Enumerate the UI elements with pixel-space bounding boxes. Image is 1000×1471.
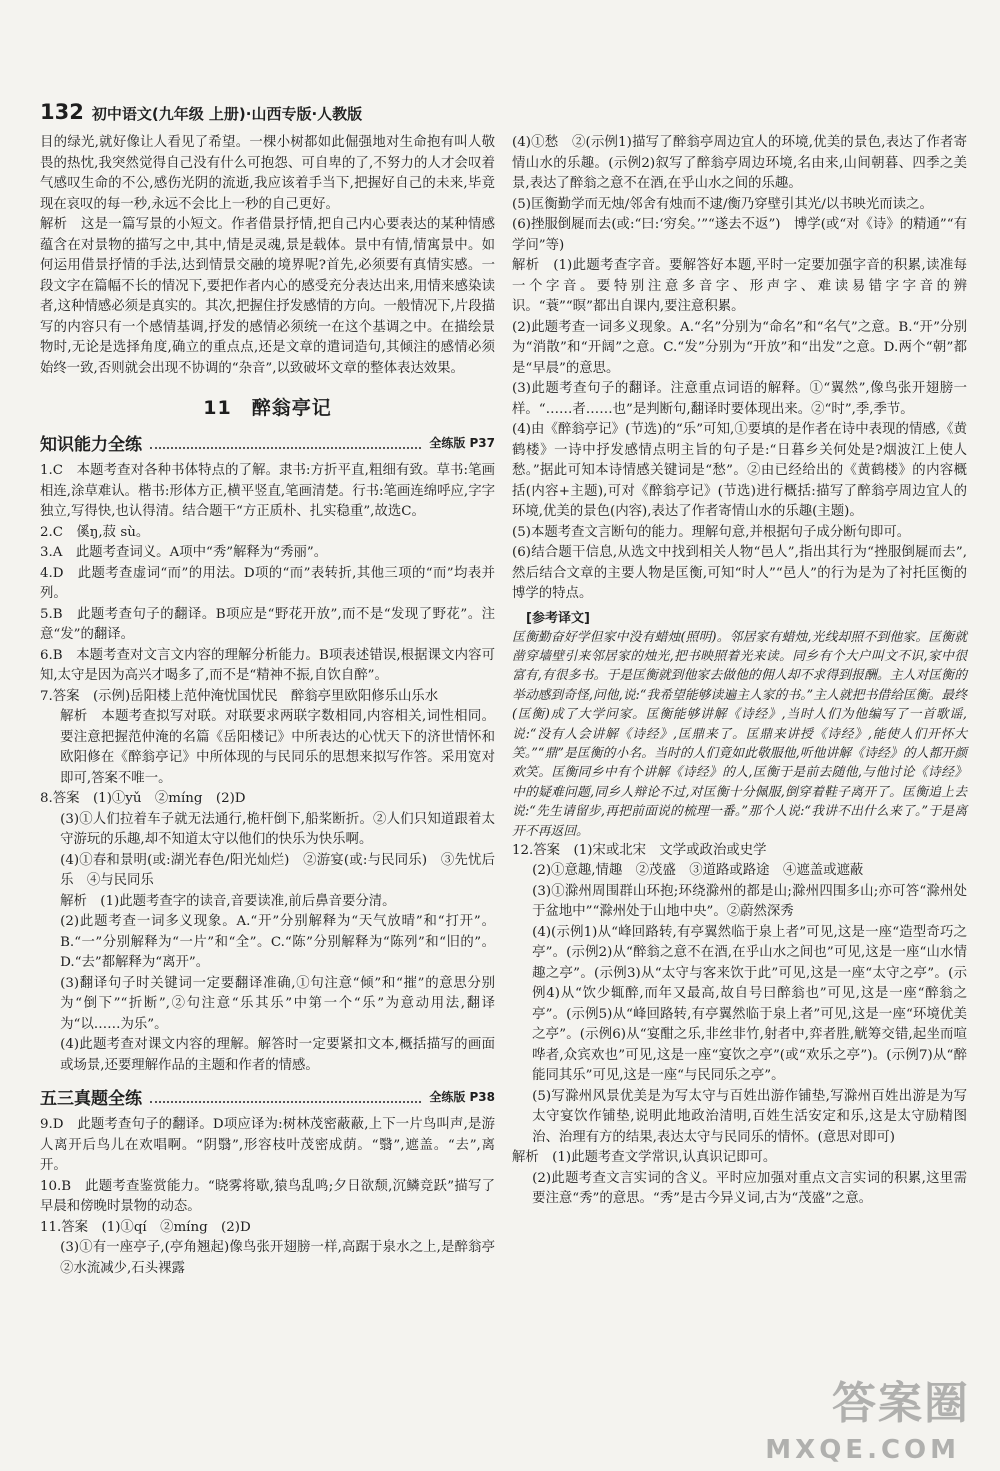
intro-paragraph: 目的绿光,就好像让人看见了希望。一棵小树都如此倔强地对生命抱有叫人敬畏的热忱,我突然觉得自己没有什么可抱怨、可自卑的了,不努力的人才会叹着气感叹生命的不公,感伤光阴的流逝,我应该着手当下,把握好自己的未来,毕竟现在哀叹的每一秒,永远不会比上一秒的自己更好。 xyxy=(40,135,495,212)
answer-item: (2)此题考查一词多义现象。A.“开”分别解释为“天气放晴”和“打开”。B.“一”分别解释为“一片”和“全”。C.“陈”分别解释为“陈列”和“旧的”。D.“去”都解释为“离开”。 xyxy=(60,914,495,970)
section-title: 五三真题全练 xyxy=(40,1089,142,1109)
answer-item: (4)①春和景明(或:湖光春色/阳光灿烂) ②游宴(或:与民同乐) ③先忧后乐 ④与民同乐 xyxy=(60,852,495,888)
answer-item: 8.答案 (1)①yǔ ②míng (2)D xyxy=(40,791,246,806)
section-dots xyxy=(150,437,421,449)
answer-item: (3)翻译句子时关键词一定要翻译准确,①句注意“倾”和“摧”的意思分别为“倒下”“折断”,②句注意“乐其乐”中第一个“乐”为意动用法,翻译为“以……为乐”。 xyxy=(60,975,495,1032)
answer-item: 11.答案 (1)①qí ②míng (2)D xyxy=(40,1219,251,1235)
answer-item: (3)①人们拉着车子就无法通行,桅杆倒下,船桨断折。②人们只知道跟着太守游玩的乐趣,却不知道太守以他们的快乐为快乐啊。 xyxy=(60,811,495,847)
answer-item: 解析 (1)此题考查文学常识,认真识记即可。 xyxy=(512,1150,777,1166)
answer-item: (4)(示例1)从“峰回路转,有亭翼然临于泉上者”可见,这是一座“造型奇巧之亭”。(示例2)从“醉翁之意不在酒,在乎山水之间也”可见,这是一座“山水情趣之亭”。(示例3)从“太守与客来饮于此”可见,这是一座“太守之亭”。(示例4)从“饮少辄醉,而年又最高,故自号曰醉翁也”可见,这是一座“醉翁之亭”。(示例5)从“峰回路转,有亭翼然临于泉上者”可见,这是一座“环境优美之亭”。(示例6)从“宴酣之乐,非丝非竹,射者中,弈者胜,觥筹交错,起坐而喧哗者,众宾欢也”可见,这是一座“宴饮之亭”(或“欢乐之亭”)。(示例7)从“醉能同其乐”可见,这是一座“与民同乐之亭”。 xyxy=(532,924,967,1084)
watermark-site: MXQE.COM xyxy=(765,1435,960,1465)
answer-item: (3)①有一座亭子,(亭角翘起)像鸟张开翅膀一样,高踞于泉水之上,是醉翁亭 ②水流减少,石头裸露 xyxy=(60,1240,509,1276)
answer-item: (5)匡衡勤学而无烛/邻舍有烛而不逮/衡乃穿壁引其光/以书映光而读之。 xyxy=(512,196,933,212)
section-dots xyxy=(150,1091,421,1103)
answer-item: 6.B 本题考查对文言文内容的理解分析能力。B项表述错误,根据课文内容可知,太守是因为高兴才喝多了,而不是“精神不振,自饮自醉”。 xyxy=(40,647,495,683)
answer-item: 解析 本题考查拟写对联。对联要求两联字数相同,内容相关,词性相同。要注意把握范仲淹的名篇《岳阳楼记》中所表达的心忧天下的济世情怀和欧阳修在《醉翁亭记》中所体现的与民同乐的思想来拟写作答。采用宽对即可,答案不唯一。 xyxy=(60,709,495,786)
intro-analysis: 解析 这是一篇写景的小短文。作者借景抒情,把自己内心要表达的某种情感蕴含在对景物的描写之中,其中,情是灵魂,景是载体。景中有情,情寓景中。如何运用借景抒情的手法,达到情景交融的境界呢?首先,必须要有真情实感。一段文字在篇幅不长的情况下,要把作者内心的感受充分表达出来,用情来感染读者,这种情感必须是真实的。其次,把握住抒发感情的方向。一般情况下,片段描写的内容只有一个感情基调,抒发的感情必须统一在这个基调之中。在描绘景物时,无论是选择角度,确立的重点点,还是文章的遣词造句,其倾注的感情必须始终一致,否则就会出现不协调的“杂音”,以致破坏文章的整体表达效果。 xyxy=(40,217,495,376)
answer-item: (2)①意趣,情趣 ②茂盛 ③道路或路途 ④遮盖或遮蔽 xyxy=(532,863,864,879)
answer-item: (6)结合题干信息,从选文中找到相关人物“邑人”,指出其行为“挫服倒屣而去”,然后结合文章的主要人物是匡衡,可知“时人”“邑人”的行为是为了衬托匡衡的博学的特点。 xyxy=(512,545,967,601)
left-column xyxy=(40,133,509,1279)
page-number: 132 xyxy=(40,100,84,124)
section-title: 知识能力全练 xyxy=(40,435,142,455)
answer-item: 解析 (1)此题考查字音。要解答好本题,平时一定要加强字音的积累,读准每一个字音。要特别注意多音字、形声字、难读易错字字音的辨识。“蓑”“暝”都出自课内,要注意积累。 xyxy=(512,258,967,314)
book-title: 初中语文(九年级 上册)·山西专版·人教版 xyxy=(91,105,363,123)
answer-item: 2.C 傒ŋ,菽 sù。 xyxy=(40,524,150,540)
section-header-exam xyxy=(40,1084,495,1109)
answer-item: (6)挫服倒屣而去(或:“曰:‘穷矣。’”“遂去不返”) 博学(或“对《诗》的精通”“有学问”等) xyxy=(512,217,967,253)
section-ref: 全练版 P38 xyxy=(429,1090,495,1104)
answer-item: (4)①愁 ②(示例1)描写了醉翁亭周边宜人的环境,优美的景色,表达了作者寄情山水的乐趣。(示例2)叙写了醉翁亭周边环境,名由来,山间朝暮、四季之美景,表达了醉翁之意不在酒,在乎山水之间的乐趣。 xyxy=(512,135,967,191)
answer-item: 9.D 此题考查句子的翻译。D项应译为:树林茂密蔽蔽,上下一片鸟叫声,是游人离开后鸟儿在欢唱啊。“阴翳”,形容枝叶茂密成荫。“翳”,遮盖。“去”,离开。 xyxy=(40,1117,495,1173)
answer-item: (4)由《醉翁亭记》(节选)的“乐”可知,①要填的是作者在诗中表现的情感,《黄鹤楼》一诗中抒发感情点明主旨的句子是:“日暮乡关何处是?烟波江上使人愁。”据此可知本诗情感关键词是“愁”。②由已经给出的《黄鹤楼》的内容概括(内容+主题),可对《醉翁亭记》(节选)进行概括:描写了醉翁亭周边宜人的环境,优美的景色(内容),表达了作者寄情山水的乐趣(主题)。 xyxy=(512,422,967,519)
right-column xyxy=(512,133,967,1210)
answer-item: (5)写滁州风景优美是为写太守与百姓出游作铺垫,写滁州百姓出游是为写太守宴饮作铺垫,说明此地政治清明,百姓生活安定和乐,这是太守励精图治、治理有方的结果,表达太守与民同乐的情怀。(意思对即可) xyxy=(532,1088,967,1145)
answer-item: (2)此题考查文言实词的含义。平时应加强对重点文言实词的积累,这里需要注意“秀”的意思。“秀”是古今异义词,古为“茂盛”之意。 xyxy=(532,1170,967,1207)
section-header-knowledge xyxy=(40,430,495,455)
answer-item: (3)①滁州周围群山环抱;环绕滁州的都是山;滁州四围多山;亦可答“滁州处于盆地中”“滁州处于山地中央”。②蔚然深秀 xyxy=(532,883,967,920)
answer-item: (4)此题考查对课文内容的理解。解答时一定要紧扣文本,概括描写的画面或场景,还要理解作品的主题和作者的情感。 xyxy=(60,1037,495,1073)
reference-translation-title: [参考译文] xyxy=(526,610,590,626)
answer-item: 1.C 本题考查对各种书体特点的了解。隶书:方折平直,粗细有致。草书:笔画相连,涂草难认。楷书:形体方正,横平竖直,笔画清楚。行书:笔画连绵呼应,字字独立,写得快,也认得清。结合题干“方正质朴、扎实稳重”,故选C。 xyxy=(40,463,495,519)
lesson-title: 11 醉翁亭记 xyxy=(203,397,332,419)
answer-item: 5.B 此题考查句子的翻译。B项应是“野花开放”,而不是“发现了野花”。注意“发”的翻译。 xyxy=(40,606,495,642)
reference-translation: 匡衡勤奋好学但家中没有蜡烛(照明)。邻居家有蜡烛,光线却照不到他家。匡衡就凿穿墙壁引来邻居家的烛光,把书映照着光来读。同乡有个大户叫文不识,家中很富有,有很多书。于是匡衡就到他家去做他的佣人却不求得到报酬。主人对匡衡的举动感到奇怪,问他,说:“我希望能够读遍主人家的书。”主人就把书借给匡衡。最终(匡衡)成了大学问家。匡衡能够讲解《诗经》,当时人们为他编写了一首歌谣,说:“没有人会讲解《诗经》,匡鼎来了。匡鼎来讲授《诗经》,能使人们开怀大笑。”“鼎”是匡衡的小名。当时的人们竟如此敬服他,听他讲解《诗经》的人都开颜欢笑。匡衡同乡中有个讲解《诗经》的人,匡衡于是前去随他,与他讨论《诗经》中的疑难问题,同乡人辩论不过,对匡衡十分佩服,倒穿着鞋子离开了。匡衡追上去说:“先生请留步,再把前面说的梳理一番。”那个人说:“我讲不出什么来了。”于是离开不再返回。 xyxy=(512,629,967,839)
watermark-logo: 答案圈 xyxy=(832,1378,970,1429)
answer-item: 解析 (1)此题考查字的读音,音要读准,前后鼻音要分清。 xyxy=(60,893,396,909)
answer-item: (3)此题考查句子的翻译。注意重点词语的解释。①“翼然”,像鸟张开翅膀一样。“……者……也”是判断句,翻译时要体现出来。②“时”,季,季节。 xyxy=(512,381,967,417)
answer-item: 4.D 此题考查虚词“而”的用法。D项的“而”表转折,其他三项的“而”均表并列。 xyxy=(40,565,495,601)
page-header xyxy=(40,100,362,124)
answer-item: (5)本题考查文言断句的能力。理解句意,并根据句子成分断句即可。 xyxy=(512,524,911,540)
section-ref: 全练版 P37 xyxy=(429,436,495,450)
answer-item: (2)此题考查一词多义现象。A.“名”分别为“命名”和“名气”之意。B.“开”分别为“消散”和“开阔”之意。C.“发”分别为“开放”和“出发”之意。D.两个“朝”都是“早晨”的意思。 xyxy=(512,319,967,376)
answer-item: 12.答案 (1)宋或北宋 文学或政治或史学 xyxy=(512,842,767,858)
answer-item: 10.B 此题考查鉴赏能力。“晓雾将歇,猿鸟乱鸣;夕日欲颓,沉鳞竞跃”描写了早晨和傍晚时景物的动态。 xyxy=(40,1178,495,1214)
answer-item: 3.A 此题考查词义。A项中“秀”解释为“秀丽”。 xyxy=(40,545,328,560)
answer-item: 7.答案 (示例)岳阳楼上范仲淹忧国忧民 醉翁亭里欧阳修乐山乐水 xyxy=(40,688,439,704)
